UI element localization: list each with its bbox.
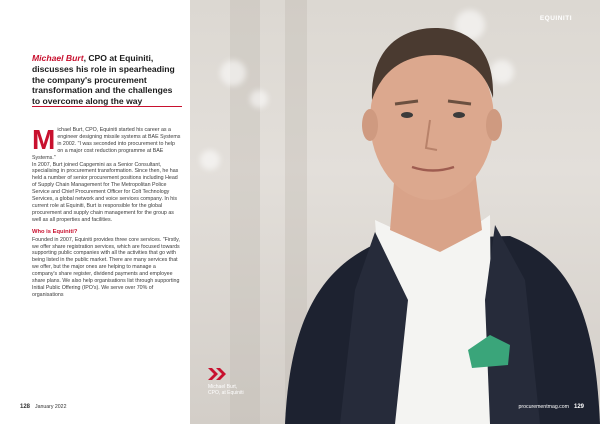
site-url: procurementmag.com <box>518 404 569 410</box>
subheading: Who is Equiniti? <box>32 228 78 235</box>
folio-left <box>20 404 66 410</box>
paragraph-2: In 2007, Burt joined Capgemini as a Senior Consultant, specialising in procurement transformation. Since then, he has held a number of senior procurement positions including Head of Supply Chain Management for The Metropolitan Police Service and Chief Procurement Officer for Colt Technology Services, a global network and voice services company. In his current role at Equiniti, Burt is responsible for the global procurement and supply chain management for the group as well as all properties and facilities. <box>32 161 179 223</box>
article-body <box>32 124 182 299</box>
left-page <box>0 0 190 424</box>
photo-caption <box>208 384 244 397</box>
intro-standfirst <box>32 53 182 107</box>
page-number-right: 129 <box>573 404 584 410</box>
drop-cap: M <box>32 124 56 155</box>
portrait-figure <box>190 0 600 424</box>
divider-rule <box>32 106 182 107</box>
paragraph-1: ichael Burt, CPO, Equiniti started his career as a engineer designing missile systems at BAE Systems in 2002. "I was seconded into procurement to help on a major cost reduction programme at BAE Systems." <box>32 127 181 161</box>
caption-line-1: Michael Burt, <box>208 384 238 390</box>
paragraph-3: Founded in 2007, Equiniti provides three core services. "Firstly, we offer share registration services, which are focused towards supporting public companies with all the activities that go with being listed in the public market. There are many services that we offer, but the major ones are helping to manage a company's share register, dividend payments and employee share plans. We also help organisations list through supporting Initial Public Offering (IPO's). We serve over 70% of organisations <box>32 236 180 298</box>
page-number-left: 128 <box>20 404 31 410</box>
folio-right <box>519 404 584 410</box>
brand-logo-text: EQUINITI <box>539 15 572 22</box>
caption-line-2: CPO, at Equiniti <box>208 390 244 397</box>
chevron-double-icon <box>208 368 226 380</box>
intro-text: , CPO at Equiniti, discusses his role in spearheading the company's procurement transformation and the challenges to overcome along the way <box>32 53 175 107</box>
issue-date: January 2022 <box>35 404 67 410</box>
intro-name: Michael Burt <box>32 53 84 63</box>
right-page-photo <box>190 0 600 424</box>
